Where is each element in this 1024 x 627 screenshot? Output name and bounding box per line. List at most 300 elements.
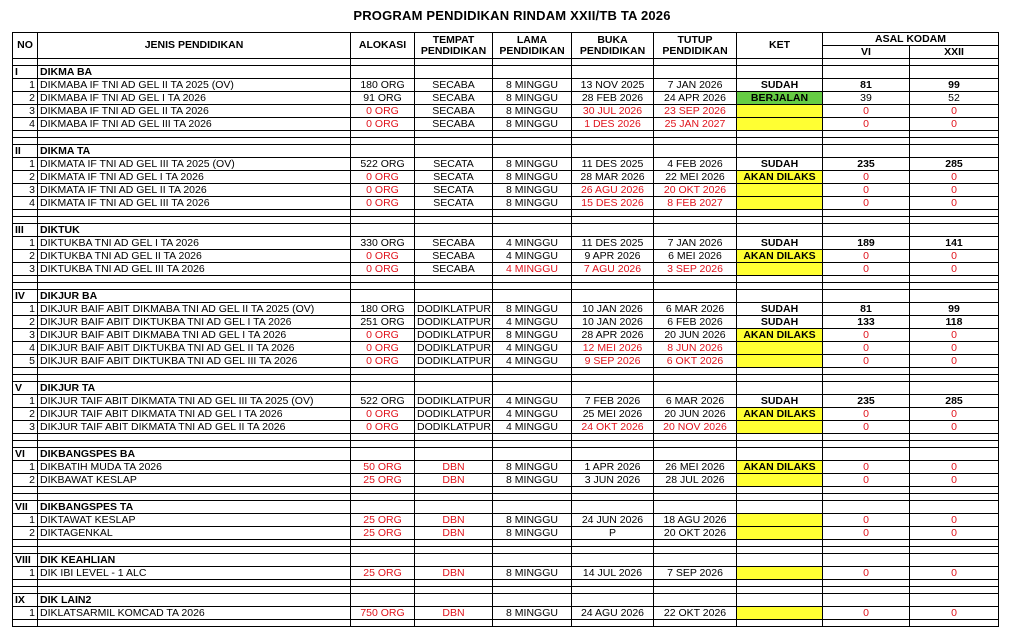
lama-cell: 4 MINGGU	[493, 421, 572, 434]
jenis-cell: DIKJUR BAIF ABIT DIKMABA TNI AD GEL I TA 2026	[38, 329, 351, 342]
empty-cell	[493, 368, 572, 375]
empty-cell	[654, 580, 737, 587]
alokasi-cell: 0 ORG	[351, 329, 415, 342]
header-no: NO	[13, 33, 38, 59]
jenis-cell: DIKMATA IF TNI AD GEL II TA 2026	[38, 184, 351, 197]
kodam-vi-cell: 0	[823, 355, 910, 368]
ket-cell	[737, 567, 823, 580]
ket-cell	[737, 514, 823, 527]
empty-cell	[351, 580, 415, 587]
empty-cell	[654, 375, 737, 382]
empty-cell	[415, 224, 493, 237]
tempat-cell: SECABA	[415, 237, 493, 250]
ket-cell	[737, 263, 823, 276]
empty-cell	[910, 434, 999, 441]
table-row	[13, 408, 999, 421]
empty-cell	[572, 434, 654, 441]
empty-cell	[493, 620, 572, 627]
empty-cell	[737, 448, 823, 461]
empty-cell	[493, 434, 572, 441]
alokasi-cell: 750 ORG	[351, 607, 415, 620]
empty-cell	[415, 620, 493, 627]
tutup-cell: 18 AGU 2026	[654, 514, 737, 527]
empty-cell	[654, 434, 737, 441]
table-row	[13, 158, 999, 171]
buka-cell: 1 DES 2026	[572, 118, 654, 131]
empty-cell	[823, 554, 910, 567]
spacer-row	[13, 368, 999, 375]
lama-cell: 4 MINGGU	[493, 237, 572, 250]
empty-cell	[38, 580, 351, 587]
program-table	[12, 32, 999, 627]
empty-cell	[737, 138, 823, 145]
spacer-row	[13, 620, 999, 627]
lama-cell: 4 MINGGU	[493, 408, 572, 421]
row-number: 2	[13, 92, 38, 105]
table-row	[13, 342, 999, 355]
lama-cell: 4 MINGGU	[493, 263, 572, 276]
empty-cell	[38, 587, 351, 594]
empty-cell	[910, 487, 999, 494]
section-title: DIKJUR TA	[38, 382, 351, 395]
empty-cell	[654, 131, 737, 138]
empty-cell	[415, 501, 493, 514]
kodam-vi-cell: 0	[823, 171, 910, 184]
empty-cell	[823, 375, 910, 382]
section-number: VIII	[13, 554, 38, 567]
ket-cell: AKAN DILAKS	[737, 250, 823, 263]
kodam-xxii-cell: 0	[910, 607, 999, 620]
alokasi-cell: 330 ORG	[351, 237, 415, 250]
empty-cell	[823, 224, 910, 237]
table-row	[13, 355, 999, 368]
kodam-xxii-cell: 99	[910, 303, 999, 316]
empty-cell	[493, 540, 572, 547]
empty-cell	[13, 547, 38, 554]
header-tempat: TEMPAT PENDIDIKAN	[415, 33, 493, 59]
empty-cell	[910, 594, 999, 607]
empty-cell	[654, 59, 737, 66]
kodam-vi-cell: 0	[823, 329, 910, 342]
empty-cell	[823, 494, 910, 501]
tutup-cell: 25 JAN 2027	[654, 118, 737, 131]
ket-cell	[737, 105, 823, 118]
tempat-cell: DODIKLATPUR	[415, 408, 493, 421]
empty-cell	[910, 501, 999, 514]
ket-cell: SUDAH	[737, 158, 823, 171]
tempat-cell: SECATA	[415, 184, 493, 197]
empty-cell	[737, 224, 823, 237]
empty-cell	[737, 382, 823, 395]
alokasi-cell: 0 ORG	[351, 118, 415, 131]
empty-cell	[572, 368, 654, 375]
empty-cell	[351, 145, 415, 158]
spacer-row	[13, 434, 999, 441]
empty-cell	[910, 276, 999, 283]
empty-cell	[910, 494, 999, 501]
empty-cell	[910, 224, 999, 237]
spacer-row	[13, 487, 999, 494]
empty-cell	[415, 66, 493, 79]
empty-cell	[38, 368, 351, 375]
empty-cell	[351, 434, 415, 441]
tutup-cell: 7 JAN 2026	[654, 79, 737, 92]
buka-cell: 14 JUL 2026	[572, 567, 654, 580]
empty-cell	[572, 594, 654, 607]
empty-cell	[910, 368, 999, 375]
table-row	[13, 105, 999, 118]
buka-cell: 12 MEI 2026	[572, 342, 654, 355]
empty-cell	[654, 448, 737, 461]
empty-cell	[737, 210, 823, 217]
ket-cell: SUDAH	[737, 303, 823, 316]
kodam-xxii-cell: 118	[910, 316, 999, 329]
empty-cell	[38, 434, 351, 441]
tempat-cell: DODIKLATPUR	[415, 316, 493, 329]
section-header-row	[13, 145, 999, 158]
row-number: 1	[13, 303, 38, 316]
empty-cell	[415, 368, 493, 375]
buka-cell: 11 DES 2025	[572, 237, 654, 250]
empty-cell	[38, 494, 351, 501]
kodam-xxii-cell: 285	[910, 158, 999, 171]
lama-cell: 8 MINGGU	[493, 527, 572, 540]
empty-cell	[493, 276, 572, 283]
table-row	[13, 607, 999, 620]
empty-cell	[910, 59, 999, 66]
tutup-cell: 28 JUL 2026	[654, 474, 737, 487]
empty-cell	[572, 59, 654, 66]
row-number: 1	[13, 79, 38, 92]
empty-cell	[38, 210, 351, 217]
empty-cell	[823, 434, 910, 441]
kodam-vi-cell: 0	[823, 527, 910, 540]
buka-cell: 10 JAN 2026	[572, 303, 654, 316]
ket-cell: AKAN DILAKS	[737, 461, 823, 474]
empty-cell	[493, 448, 572, 461]
section-title: DIK KEAHLIAN	[38, 554, 351, 567]
empty-cell	[910, 441, 999, 448]
table-row	[13, 197, 999, 210]
empty-cell	[823, 501, 910, 514]
buka-cell: 25 MEI 2026	[572, 408, 654, 421]
alokasi-cell: 25 ORG	[351, 474, 415, 487]
buka-cell: 26 AGU 2026	[572, 184, 654, 197]
jenis-cell: DIKMABA IF TNI AD GEL II TA 2025 (OV)	[38, 79, 351, 92]
tutup-cell: 6 MEI 2026	[654, 250, 737, 263]
tutup-cell: 6 OKT 2026	[654, 355, 737, 368]
empty-cell	[737, 501, 823, 514]
tutup-cell: 23 SEP 2026	[654, 105, 737, 118]
header-vi: VI	[823, 46, 910, 59]
jenis-cell: DIKMATA IF TNI AD GEL III TA 2025 (OV)	[38, 158, 351, 171]
tutup-cell: 24 APR 2026	[654, 92, 737, 105]
header-buka: BUKA PENDIDIKAN	[572, 33, 654, 59]
empty-cell	[823, 217, 910, 224]
empty-cell	[572, 283, 654, 290]
empty-cell	[910, 66, 999, 79]
header-asal-kodam: ASAL KODAM	[823, 33, 999, 46]
kodam-vi-cell: 0	[823, 408, 910, 421]
empty-cell	[823, 547, 910, 554]
table-row	[13, 92, 999, 105]
empty-cell	[13, 368, 38, 375]
empty-cell	[823, 59, 910, 66]
tutup-cell: 6 FEB 2026	[654, 316, 737, 329]
tempat-cell: SECABA	[415, 250, 493, 263]
spacer-row	[13, 375, 999, 382]
empty-cell	[737, 368, 823, 375]
kodam-vi-cell: 0	[823, 342, 910, 355]
empty-cell	[351, 224, 415, 237]
buka-cell: 9 APR 2026	[572, 250, 654, 263]
kodam-xxii-cell: 0	[910, 118, 999, 131]
kodam-vi-cell: 81	[823, 79, 910, 92]
lama-cell: 8 MINGGU	[493, 461, 572, 474]
empty-cell	[415, 540, 493, 547]
kodam-vi-cell: 0	[823, 197, 910, 210]
table-row	[13, 395, 999, 408]
empty-cell	[351, 547, 415, 554]
empty-cell	[13, 217, 38, 224]
kodam-xxii-cell: 0	[910, 567, 999, 580]
section-header-row	[13, 448, 999, 461]
empty-cell	[13, 494, 38, 501]
empty-cell	[415, 494, 493, 501]
empty-cell	[654, 587, 737, 594]
jenis-cell: DIKTAGENKAL	[38, 527, 351, 540]
jenis-cell: DIKJUR BAIF ABIT DIKTUKBA TNI AD GEL I TA 2026	[38, 316, 351, 329]
jenis-cell: DIKBAWAT KESLAP	[38, 474, 351, 487]
empty-cell	[13, 131, 38, 138]
row-number: 2	[13, 171, 38, 184]
kodam-xxii-cell: 0	[910, 355, 999, 368]
jenis-cell: DIKMABA IF TNI AD GEL III TA 2026	[38, 118, 351, 131]
empty-cell	[351, 283, 415, 290]
empty-cell	[38, 276, 351, 283]
table-row	[13, 237, 999, 250]
buka-cell: 7 AGU 2026	[572, 263, 654, 276]
kodam-vi-cell: 235	[823, 158, 910, 171]
row-number: 1	[13, 567, 38, 580]
jenis-cell: DIKTUKBA TNI AD GEL I TA 2026	[38, 237, 351, 250]
empty-cell	[493, 547, 572, 554]
tempat-cell: SECABA	[415, 79, 493, 92]
alokasi-cell: 0 ORG	[351, 105, 415, 118]
table-row	[13, 461, 999, 474]
spacer-row	[13, 276, 999, 283]
tempat-cell: SECABA	[415, 92, 493, 105]
empty-cell	[493, 554, 572, 567]
tempat-cell: DODIKLATPUR	[415, 355, 493, 368]
tempat-cell: SECABA	[415, 263, 493, 276]
empty-cell	[415, 441, 493, 448]
jenis-cell: DIKJUR TAIF ABIT DIKMATA TNI AD GEL II TA 2026	[38, 421, 351, 434]
spacer-row	[13, 441, 999, 448]
alokasi-cell: 0 ORG	[351, 184, 415, 197]
buka-cell: 13 NOV 2025	[572, 79, 654, 92]
buka-cell: 1 APR 2026	[572, 461, 654, 474]
empty-cell	[415, 487, 493, 494]
alokasi-cell: 0 ORG	[351, 408, 415, 421]
tempat-cell: DBN	[415, 607, 493, 620]
tempat-cell: SECATA	[415, 158, 493, 171]
empty-cell	[572, 620, 654, 627]
kodam-vi-cell: 0	[823, 567, 910, 580]
alokasi-cell: 25 ORG	[351, 527, 415, 540]
empty-cell	[415, 276, 493, 283]
empty-cell	[572, 224, 654, 237]
table-row	[13, 250, 999, 263]
empty-cell	[654, 217, 737, 224]
tempat-cell: DBN	[415, 567, 493, 580]
buka-cell: 24 OKT 2026	[572, 421, 654, 434]
empty-cell	[493, 290, 572, 303]
empty-cell	[823, 587, 910, 594]
empty-cell	[493, 580, 572, 587]
empty-cell	[572, 554, 654, 567]
empty-cell	[823, 276, 910, 283]
empty-cell	[415, 594, 493, 607]
kodam-vi-cell: 0	[823, 461, 910, 474]
empty-cell	[654, 368, 737, 375]
lama-cell: 8 MINGGU	[493, 79, 572, 92]
lama-cell: 8 MINGGU	[493, 303, 572, 316]
ket-cell: SUDAH	[737, 316, 823, 329]
jenis-cell: DIKMABA IF TNI AD GEL I TA 2026	[38, 92, 351, 105]
tempat-cell: DBN	[415, 474, 493, 487]
empty-cell	[572, 276, 654, 283]
jenis-cell: DIKJUR BAIF ABIT DIKTUKBA TNI AD GEL II TA 2026	[38, 342, 351, 355]
empty-cell	[415, 131, 493, 138]
kodam-vi-cell: 0	[823, 263, 910, 276]
empty-cell	[38, 59, 351, 66]
empty-cell	[737, 554, 823, 567]
spacer-row	[13, 283, 999, 290]
kodam-xxii-cell: 0	[910, 461, 999, 474]
alokasi-cell: 0 ORG	[351, 250, 415, 263]
empty-cell	[737, 290, 823, 303]
row-number: 1	[13, 158, 38, 171]
jenis-cell: DIKMATA IF TNI AD GEL III TA 2026	[38, 197, 351, 210]
section-number: III	[13, 224, 38, 237]
kodam-xxii-cell: 0	[910, 421, 999, 434]
empty-cell	[737, 441, 823, 448]
empty-cell	[13, 620, 38, 627]
lama-cell: 8 MINGGU	[493, 118, 572, 131]
ket-cell	[737, 607, 823, 620]
tutup-cell: 20 NOV 2026	[654, 421, 737, 434]
section-header-row	[13, 382, 999, 395]
row-number: 2	[13, 408, 38, 421]
empty-cell	[38, 375, 351, 382]
empty-cell	[572, 66, 654, 79]
empty-cell	[910, 283, 999, 290]
section-header-row	[13, 554, 999, 567]
empty-cell	[415, 448, 493, 461]
empty-cell	[415, 290, 493, 303]
buka-cell: P	[572, 527, 654, 540]
section-title: DIKTUK	[38, 224, 351, 237]
empty-cell	[572, 580, 654, 587]
kodam-xxii-cell: 0	[910, 527, 999, 540]
empty-cell	[572, 217, 654, 224]
empty-cell	[351, 217, 415, 224]
empty-cell	[910, 131, 999, 138]
empty-cell	[654, 594, 737, 607]
empty-cell	[351, 448, 415, 461]
buka-cell: 7 FEB 2026	[572, 395, 654, 408]
section-number: IV	[13, 290, 38, 303]
kodam-vi-cell: 133	[823, 316, 910, 329]
empty-cell	[823, 620, 910, 627]
spacer-row	[13, 540, 999, 547]
empty-cell	[823, 540, 910, 547]
empty-cell	[572, 145, 654, 158]
empty-cell	[38, 217, 351, 224]
ket-cell: SUDAH	[737, 79, 823, 92]
empty-cell	[351, 540, 415, 547]
alokasi-cell: 180 ORG	[351, 79, 415, 92]
table-row	[13, 514, 999, 527]
kodam-xxii-cell: 0	[910, 514, 999, 527]
ket-cell: AKAN DILAKS	[737, 171, 823, 184]
section-title: DIKBANGSPES BA	[38, 448, 351, 461]
tempat-cell: SECABA	[415, 118, 493, 131]
lama-cell: 8 MINGGU	[493, 92, 572, 105]
lama-cell: 4 MINGGU	[493, 342, 572, 355]
table-row	[13, 171, 999, 184]
empty-cell	[737, 283, 823, 290]
empty-cell	[493, 283, 572, 290]
section-header-row	[13, 290, 999, 303]
tempat-cell: DODIKLATPUR	[415, 342, 493, 355]
lama-cell: 8 MINGGU	[493, 171, 572, 184]
empty-cell	[737, 217, 823, 224]
lama-cell: 4 MINGGU	[493, 355, 572, 368]
empty-cell	[737, 494, 823, 501]
empty-cell	[493, 131, 572, 138]
header-ket: KET	[737, 33, 823, 59]
empty-cell	[737, 59, 823, 66]
empty-cell	[13, 283, 38, 290]
empty-cell	[351, 276, 415, 283]
ket-cell: AKAN DILAKS	[737, 329, 823, 342]
ket-cell	[737, 355, 823, 368]
alokasi-cell: 251 ORG	[351, 316, 415, 329]
lama-cell: 8 MINGGU	[493, 567, 572, 580]
empty-cell	[493, 501, 572, 514]
empty-cell	[493, 487, 572, 494]
jenis-cell: DIKTUKBA TNI AD GEL II TA 2026	[38, 250, 351, 263]
empty-cell	[737, 434, 823, 441]
empty-cell	[38, 283, 351, 290]
kodam-vi-cell: 235	[823, 395, 910, 408]
lama-cell: 8 MINGGU	[493, 158, 572, 171]
empty-cell	[415, 580, 493, 587]
empty-cell	[351, 441, 415, 448]
empty-cell	[823, 594, 910, 607]
tutup-cell: 6 MAR 2026	[654, 395, 737, 408]
empty-cell	[13, 434, 38, 441]
lama-cell: 8 MINGGU	[493, 514, 572, 527]
empty-cell	[910, 375, 999, 382]
empty-cell	[493, 587, 572, 594]
empty-cell	[823, 448, 910, 461]
row-number: 1	[13, 514, 38, 527]
alokasi-cell: 91 ORG	[351, 92, 415, 105]
empty-cell	[38, 547, 351, 554]
